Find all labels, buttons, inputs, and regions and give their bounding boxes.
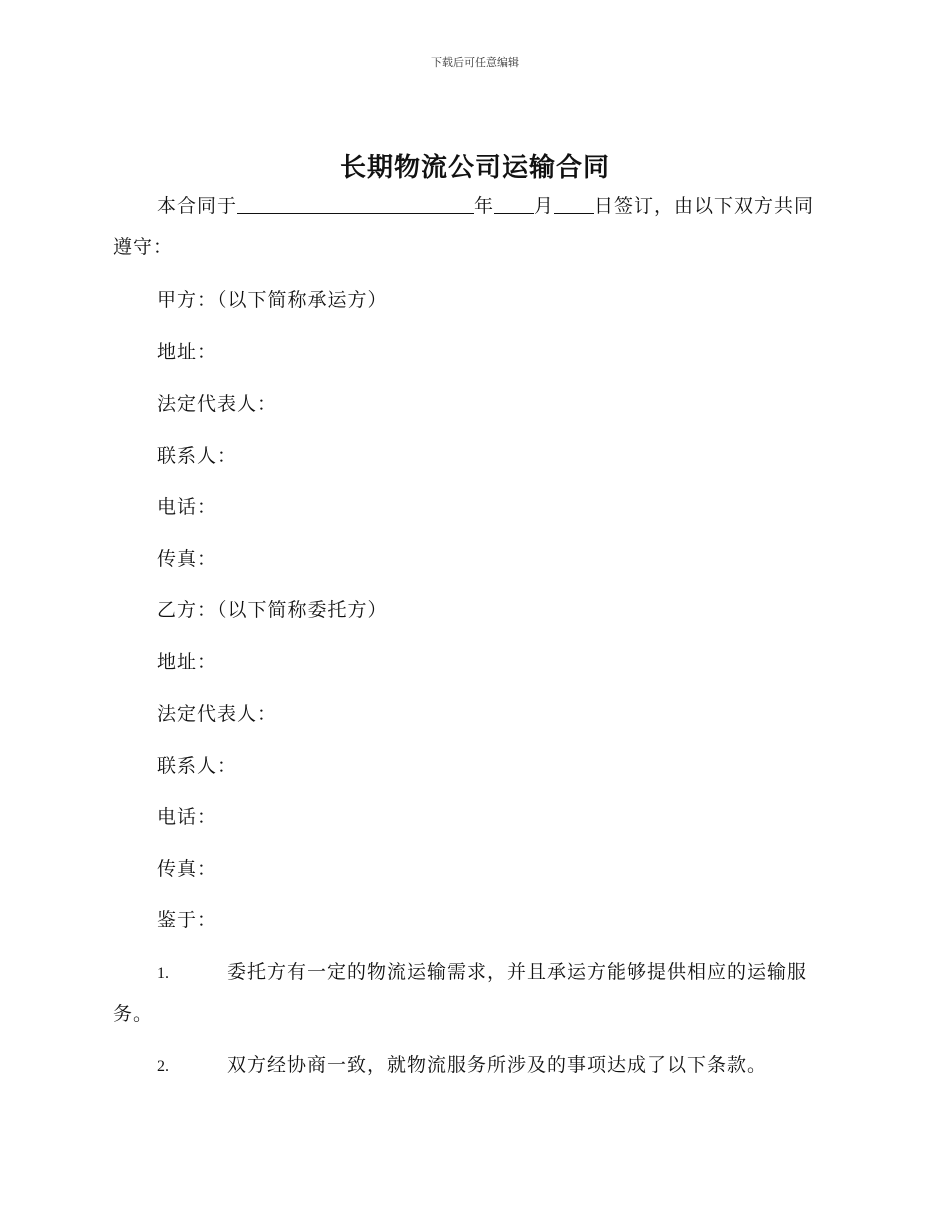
clause-number: 2.	[157, 1058, 169, 1075]
party-b-address: 地址：	[157, 651, 218, 673]
party-b-heading: 乙方：（以下简称委托方）	[157, 599, 388, 621]
intro-text-2: 年	[474, 195, 495, 217]
signing-place-blank	[237, 191, 474, 214]
party-b-legal-rep: 法定代表人：	[157, 703, 278, 725]
clause-2	[113, 1045, 833, 1087]
intro-paragraph	[113, 186, 833, 268]
page-header-note: 下载后可任意编辑	[431, 56, 519, 69]
party-b-phone: 电话：	[157, 806, 218, 828]
party-a-legal-rep: 法定代表人：	[157, 393, 278, 415]
party-a-phone: 电话：	[157, 496, 218, 518]
clause-text: 双方经协商一致，就物流服务所涉及的事项达成了以下条款。	[227, 1054, 768, 1076]
intro-text-4: 日签订，由以下双方共同遵守：	[113, 195, 815, 258]
whereas-heading: 鉴于：	[157, 909, 218, 931]
party-a-address: 地址：	[157, 341, 218, 363]
party-a-fax: 传真：	[157, 548, 218, 570]
month-blank	[494, 191, 534, 214]
clause-number: 1.	[157, 965, 169, 982]
party-b-fax: 传真：	[157, 858, 218, 880]
clause-1	[113, 952, 833, 1035]
day-blank	[554, 191, 594, 214]
intro-text-1: 本合同于	[157, 195, 238, 217]
clause-text: 委托方有一定的物流运输需求，并且承运方能够提供相应的运输服务。	[113, 961, 808, 1025]
party-b-contact: 联系人：	[157, 755, 238, 777]
party-a-contact: 联系人：	[157, 445, 238, 467]
party-a-heading: 甲方：（以下简称承运方）	[157, 289, 388, 311]
intro-text-3: 月	[534, 195, 555, 217]
document-title: 长期物流公司运输合同	[339, 153, 610, 183]
